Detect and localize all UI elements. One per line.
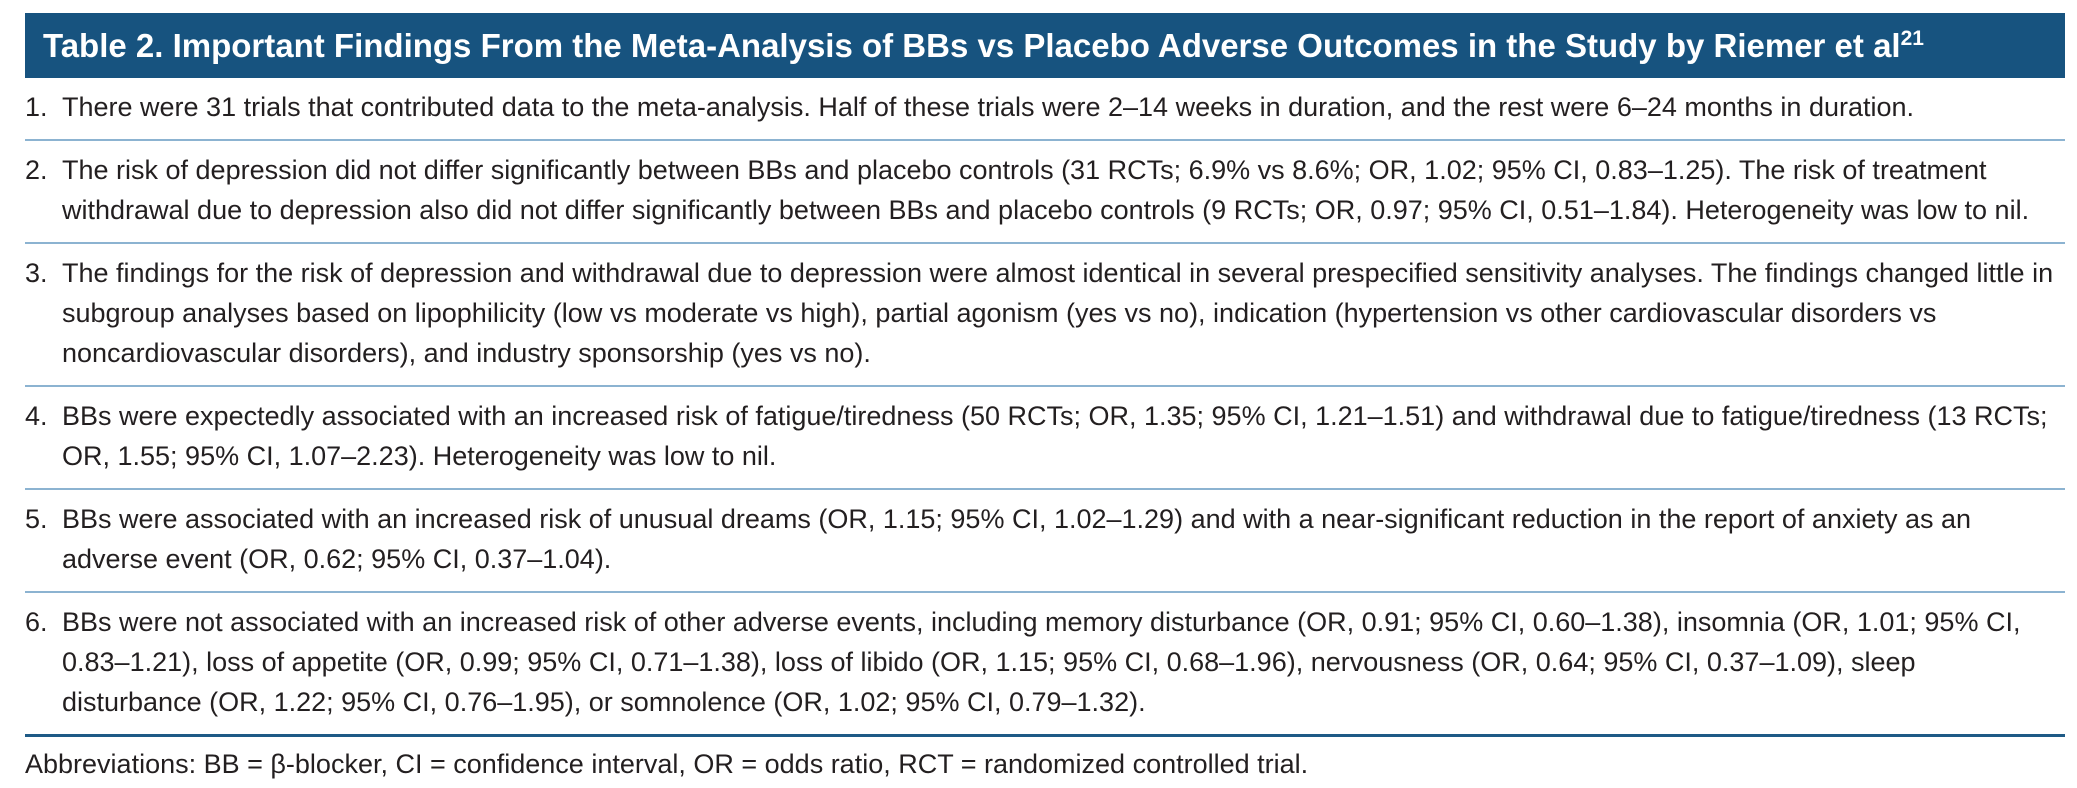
finding-number: 3. <box>25 258 48 288</box>
finding-text: The risk of depression did not differ significantly between BBs and placebo controls (31 RCTs; 6.9% vs 8.6%; OR, 1.02; 95% CI, 0.83–1.25). The risk of treatment withdrawal due to depression also did not differ significantly between BBs and placebo controls (9 RCTs; OR, 0.97; 95% CI, 0.51–1.84). Heterogeneity was low to nil. <box>62 155 2030 225</box>
finding-item-6 <box>25 593 2065 737</box>
table-title: Table 2. Important Findings From the Meta-Analysis of BBs vs Placebo Adverse Outcomes in the Study by Riemer et al <box>43 27 1901 64</box>
finding-item-1 <box>25 78 2065 141</box>
finding-number: 1. <box>25 92 48 122</box>
finding-item-4 <box>25 387 2065 490</box>
table-findings-list <box>25 78 2065 737</box>
finding-text: The findings for the risk of depression and withdrawal due to depression were almost identical in several prespecified sensitivity analyses. The findings changed little in subgroup analyses based on lipophilicity (low vs moderate vs high), partial agonism (yes vs no), indication (hypertension vs other cardiovascular disorders vs noncardiovascular disorders), and industry sponsorship (yes vs no). <box>62 258 2054 368</box>
finding-number: 5. <box>25 504 48 534</box>
abbreviations-footnote: Abbreviations: BB = β-blocker, CI = confidence interval, OR = odds ratio, RCT = randomized controlled trial. <box>25 737 2065 788</box>
finding-item-2 <box>25 141 2065 244</box>
table-title-bar <box>25 13 2065 78</box>
finding-text: BBs were not associated with an increased risk of other adverse events, including memory disturbance (OR, 0.91; 95% CI, 0.60–1.38), insomnia (OR, 1.01; 95% CI, 0.83–1.21), loss of appetite (OR, 0.99; 95% CI, 0.71–1.38), loss of libido (OR, 1.15; 95% CI, 0.68–1.96), nervousness (OR, 0.64; 95% CI, 0.37–1.09), sleep disturbance (OR, 1.22; 95% CI, 0.76–1.95), or somnolence (OR, 1.02; 95% CI, 0.79–1.32). <box>62 607 2021 717</box>
finding-text: There were 31 trials that contributed data to the meta-analysis. Half of these trials were 2–14 weeks in duration, and the rest were 6–24 months in duration. <box>62 92 1915 122</box>
table-2 <box>25 13 2065 788</box>
finding-number: 6. <box>25 607 48 637</box>
finding-number: 2. <box>25 155 48 185</box>
finding-number: 4. <box>25 401 48 431</box>
finding-item-5 <box>25 490 2065 593</box>
finding-text: BBs were expectedly associated with an increased risk of fatigue/tiredness (50 RCTs; OR, 1.35; 95% CI, 1.21–1.51) and withdrawal due to fatigue/tiredness (13 RCTs; OR, 1.55; 95% CI, 1.07–2.23). Heterogeneity was low to nil. <box>62 401 2048 471</box>
finding-item-3 <box>25 244 2065 387</box>
finding-text: BBs were associated with an increased risk of unusual dreams (OR, 1.15; 95% CI, 1.02–1.29) and with a near-significant reduction in the report of anxiety as an adverse event (OR, 0.62; 95% CI, 0.37–1.04). <box>62 504 1972 574</box>
table-title-citation: 21 <box>1900 27 1924 50</box>
